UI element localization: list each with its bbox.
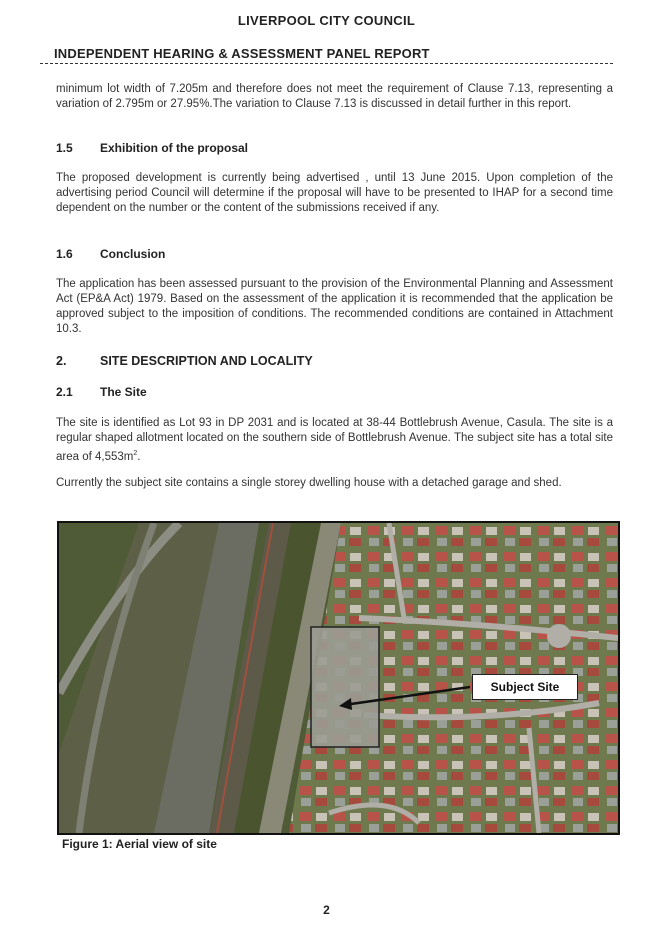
section-2-1-text-b: Currently the subject site contains a single storey dwelling house with a detached garage and shed. (56, 477, 562, 489)
report-title: INDEPENDENT HEARING & ASSESSMENT PANEL REPORT (54, 46, 430, 61)
section-heading-2-1 (56, 385, 147, 399)
section-heading-1-6 (56, 247, 165, 261)
header-divider (40, 63, 613, 64)
section-title: Conclusion (100, 247, 166, 261)
subject-site-callout: Subject Site (472, 674, 578, 700)
section-heading-1-5 (56, 141, 248, 155)
section-number: 2.1 (56, 385, 73, 399)
section-1-6-text: The application has been assessed pursuant to the provision of the Environmental Planning and Assessment Act (EP&A Act) 1979. Based on the assessment of the application it is recommended that the application be approved subject to the imposition of conditions. The recommended conditions are contained in Attachment 10.3. (56, 278, 613, 335)
section-title: SITE DESCRIPTION AND LOCALITY (100, 354, 313, 368)
section-title: Exhibition of the proposal (100, 141, 248, 155)
section-title: The Site (100, 385, 147, 399)
section-number: 1.6 (56, 247, 73, 261)
section-number: 1.5 (56, 141, 73, 155)
intro-paragraph: minimum lot width of 7.205m and therefore does not meet the requirement of Clause 7.13, representing a variation of 2.795m or 27.95%.The variation to Clause 7.13 is discussed in detail further in this report. (56, 83, 613, 110)
site-text-end: . (137, 450, 141, 463)
section-1-5-text: The proposed development is currently being advertised , until 13 June 2015. Upon completion of the advertising period Council will determine if the proposal will have to be presented to IHAP for a second time dependent on the number or the content of the submissions received if any. (56, 172, 613, 214)
section-number: 2. (56, 354, 67, 368)
page-number: 2 (323, 903, 330, 917)
site-text: The site is identified as Lot 93 in DP 2031 and is located at 38-44 Bottlebrush Avenue, Casula. The site is a regular shaped allotment located on the southern side of Bottlebrush Avenue. The subject site has a total site area of 4,553m (56, 417, 613, 463)
section-heading-2 (56, 354, 313, 368)
superscript: 2 (133, 450, 138, 457)
aerial-photo (57, 521, 620, 835)
council-name: LIVERPOOL CITY COUNCIL (237, 13, 416, 28)
section-2-1-text-a (56, 416, 613, 465)
figure-caption: Figure 1: Aerial view of site (62, 837, 217, 851)
